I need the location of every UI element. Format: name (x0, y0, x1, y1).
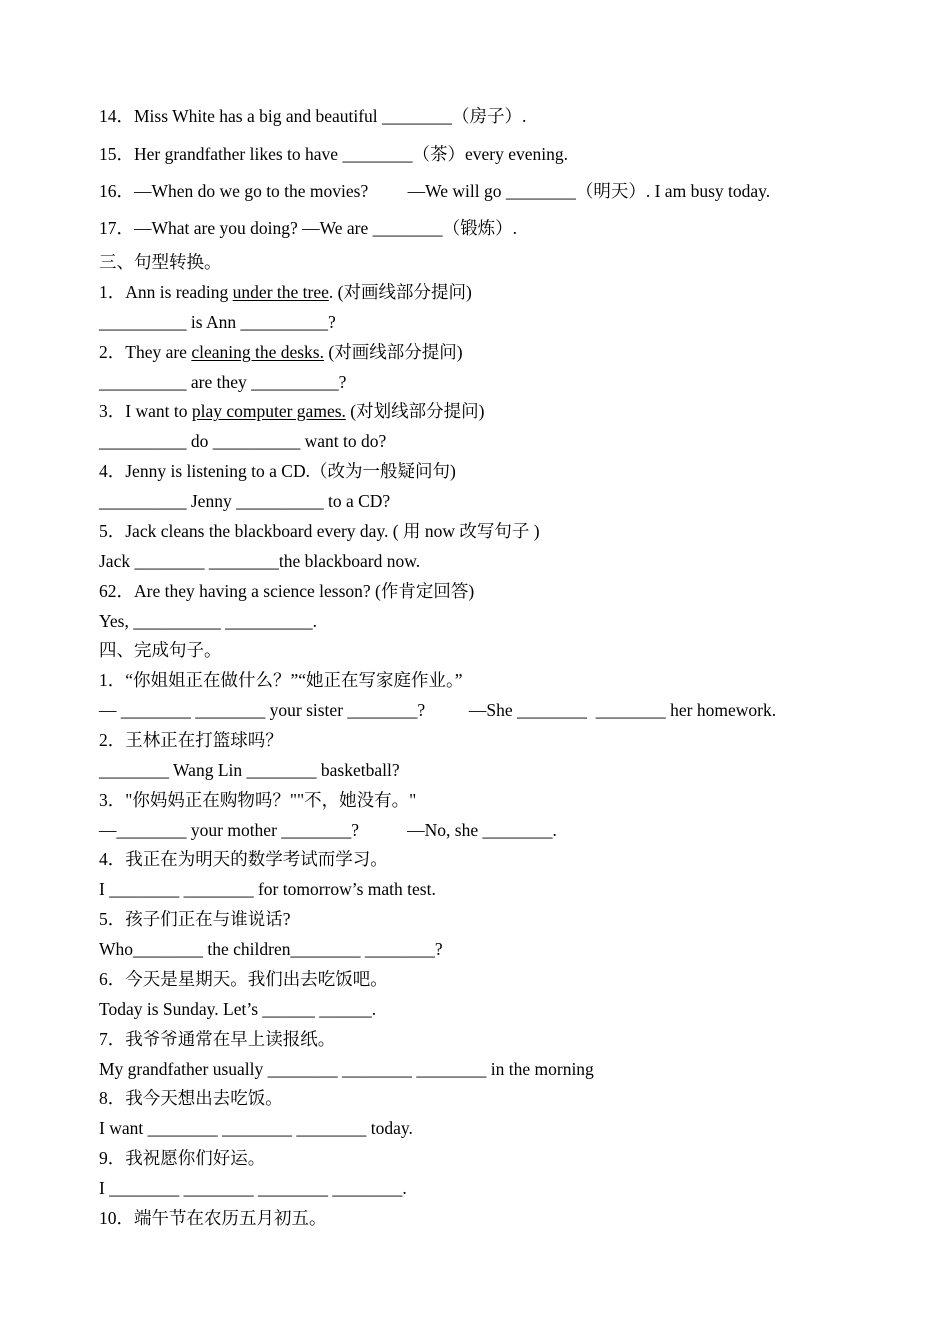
complete-q4: 4．我正在为明天的数学考试而学习。 (99, 849, 388, 869)
section-4-heading: 四、完成句子。 (99, 640, 222, 660)
transform-q5-answer: Jack ________ ________the blackboard now. (99, 551, 421, 571)
complete-q3: 3．"你妈妈正在购物吗？""不，她没有。" (99, 790, 417, 810)
complete-q8-answer: I want ________ ________ ________ today. (99, 1118, 413, 1138)
complete-q3-answer: —________ your mother ________? —No, she ________. (99, 820, 557, 840)
transform-q1 (99, 281, 472, 303)
transform-q4-answer: __________ Jenny __________ to a CD? (99, 491, 391, 511)
instruction-text: . (对画线部分提问) (328, 282, 472, 302)
prompt-text: 2．They are (99, 342, 192, 362)
underlined-phrase: under the tree (232, 282, 329, 302)
complete-q6: 6．今天是星期天。我们出去吃饭吧。 (99, 969, 388, 989)
transform-q3 (99, 400, 484, 422)
complete-q2: 2．王林正在打篮球吗？ (99, 730, 283, 750)
complete-q4-answer: I ________ ________ for tomorrow’s math test. (99, 879, 436, 899)
question-17: 17．—What are you doing? —We are ________（锻炼）. (99, 218, 518, 238)
complete-q7-answer: My grandfather usually ________ ________ ________ in the morning (99, 1059, 594, 1079)
question-16: 16．—When do we go to the movies? —We will go ________（明天）. I am busy today. (99, 181, 771, 201)
complete-q7: 7．我爷爷通常在早上读报纸。 (99, 1029, 336, 1049)
instruction-text: (对划线部分提问) (345, 401, 485, 421)
complete-q1-answer: — ________ ________ your sister ________? —She ________ ________ her homework. (99, 700, 777, 720)
prompt-text: 1．Ann is reading (99, 282, 233, 302)
complete-q8: 8．我今天想出去吃饭。 (99, 1088, 283, 1108)
section-3-heading: 三、句型转换。 (99, 252, 222, 272)
complete-q6-answer: Today is Sunday. Let’s ______ ______. (99, 999, 377, 1019)
transform-q2 (99, 341, 463, 363)
complete-q5: 5．孩子们正在与谁说话? (99, 909, 291, 929)
prompt-text: 3．I want to (99, 401, 192, 421)
complete-q9-answer: I ________ ________ ________ ________. (99, 1178, 407, 1198)
transform-q4: 4．Jenny is listening to a CD.（改为一般疑问句) (99, 461, 456, 481)
complete-q2-answer: ________ Wang Lin ________ basketball? (99, 760, 400, 780)
underlined-phrase: cleaning the desks. (191, 342, 324, 362)
transform-q5: 5．Jack cleans the blackboard every day. ( 用 now 改写句子 ) (99, 521, 540, 541)
transform-q62: 62．Are they having a science lesson? (作肯定回答) (99, 581, 475, 601)
instruction-text: (对画线部分提问) (324, 342, 463, 362)
question-14: 14．Miss White has a big and beautiful ________（房子）. (99, 106, 527, 126)
complete-q10: 10．端午节在农历五月初五。 (99, 1208, 327, 1228)
transform-q62-answer: Yes, __________ __________. (99, 611, 317, 631)
transform-q2-answer: __________ are they __________? (99, 372, 347, 392)
transform-q1-answer: __________ is Ann __________? (99, 312, 336, 332)
transform-q3-answer: __________ do __________ want to do? (99, 431, 387, 451)
complete-q5-answer: Who________ the children________ ________? (99, 939, 443, 959)
complete-q9: 9．我祝愿你们好运。 (99, 1148, 266, 1168)
complete-q1: 1．“你姐姐正在做什么？”“她正在写家庭作业。” (99, 670, 463, 690)
underlined-phrase: play computer games. (191, 401, 346, 421)
question-15: 15．Her grandfather likes to have ________（茶）every evening. (99, 144, 568, 164)
